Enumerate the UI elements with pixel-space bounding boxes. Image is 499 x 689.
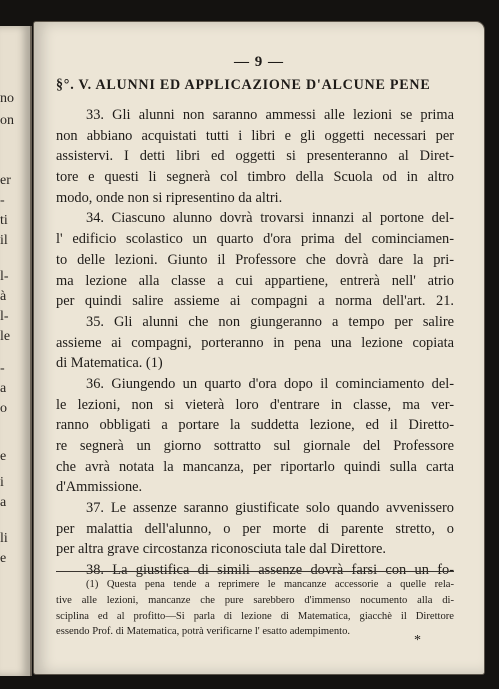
text-line: 36. Giungendo un quarto d'ora dopo il cominciamento del- — [86, 375, 454, 392]
edge-fragment: - — [0, 361, 5, 376]
text-line: 33. Gli alunni non saranno ammessi alle lezioni se prima — [86, 107, 454, 123]
book-page — [34, 22, 484, 674]
edge-fragment: - — [0, 193, 5, 208]
text-line: to delle lezioni. Giunto il Professore che dovrà dare la pri- — [56, 251, 454, 268]
text-line: ma lezione alla classe a cui appartiene, entrerà nell' atrio — [56, 272, 454, 289]
text-line: 38. La giustifica di simili assenze dovrà farsi con un fo- — [86, 562, 454, 579]
edge-fragment: o — [0, 401, 7, 416]
edge-fragment: a — [0, 495, 7, 510]
edge-fragment: e — [0, 449, 7, 464]
edge-fragment: l- — [0, 309, 9, 324]
text-line: per malattia dell'alunno, o per morte di parente stretto, o — [56, 520, 454, 537]
text-line: che avrà notata la mancanza, per riportarlo quindi sulla carta — [56, 458, 454, 475]
edge-fragment: le — [0, 329, 11, 344]
footnote-line: tive alle lezioni, mancanze che pure sarebbero d'immenso nocumento alla di- — [56, 594, 454, 606]
edge-fragment: il — [0, 233, 8, 248]
text-line: di Matematica. (1) — [56, 355, 163, 372]
page-number: — 9 — — [234, 54, 284, 70]
text-line: per altra grave circostanza riconosciuta tale dal Direttore. — [56, 541, 387, 558]
footnote-line: (1) Questa pena tende a reprimere le mancanze accessorie a quelle rela- — [86, 579, 454, 590]
edge-fragment: e — [0, 551, 7, 566]
text-line: 35. Gli alunni che non giungeranno a tempo per salire — [86, 313, 454, 330]
text-line: assieme ai compagni, porteranno in pena una lezione copiata — [56, 334, 454, 351]
footnote-divider — [56, 571, 454, 572]
text-line: d'Ammissione. — [56, 479, 143, 496]
edge-fragment: li — [0, 531, 8, 546]
text-line: 34. Ciascuno alunno dovrà trovarsi innanzi al portone del- — [86, 210, 454, 227]
section-title: §°. V. ALUNNI ED APPLICAZIONE D'ALCUNE PENE — [56, 77, 431, 93]
text-line: modo, onde non si ripresentino da altri. — [56, 189, 283, 206]
footnote — [56, 577, 454, 640]
text-line: re segnerà un giorno sottratto sul giornale del Professore — [56, 438, 454, 454]
edge-fragment: a — [0, 381, 7, 396]
signature-mark: * — [414, 633, 421, 648]
text-line: per quindi salire assieme ai compagni a norma dell'art. 21. — [56, 293, 454, 310]
text-line: le lezioni, non si vieterà loro d'entrare in classe, ma ver- — [56, 396, 454, 413]
text-line: ranno obbligati a portare la suddetta lezione, ed il Diretto- — [56, 417, 454, 434]
edge-fragment: no — [0, 91, 14, 106]
edge-fragment: à — [0, 289, 7, 304]
edge-fragment: ti — [0, 213, 8, 228]
footnote-line: sciplina ed al profitto—Si parla di lezione di Matematica, giacchè il Direttore — [56, 610, 454, 622]
text-line: assistervi. I detti libri ed oggetti si presenteranno al Diret- — [56, 148, 454, 165]
body-text — [56, 105, 454, 581]
text-line: 37. Le assenze saranno giustificate solo quando avvenissero — [86, 500, 454, 517]
text-line: non abbiano acquistati tutti i libri e gli oggetti necessari per — [56, 127, 454, 144]
edge-fragment: er — [0, 173, 11, 188]
footnote-line: essendo Prof. di Matematica, potrà verificarne l' esatto adempimento. — [56, 626, 351, 638]
text-line: tore e questi li segnerà col timbro della Scuola od in altro — [56, 169, 454, 186]
text-line: l' edificio scolastico un quarto d'ora prima del cominciamen- — [56, 231, 454, 248]
edge-fragment: l- — [0, 269, 9, 284]
edge-fragment: i — [0, 475, 4, 490]
previous-page-edge — [0, 26, 32, 676]
edge-fragment: on — [0, 113, 14, 128]
